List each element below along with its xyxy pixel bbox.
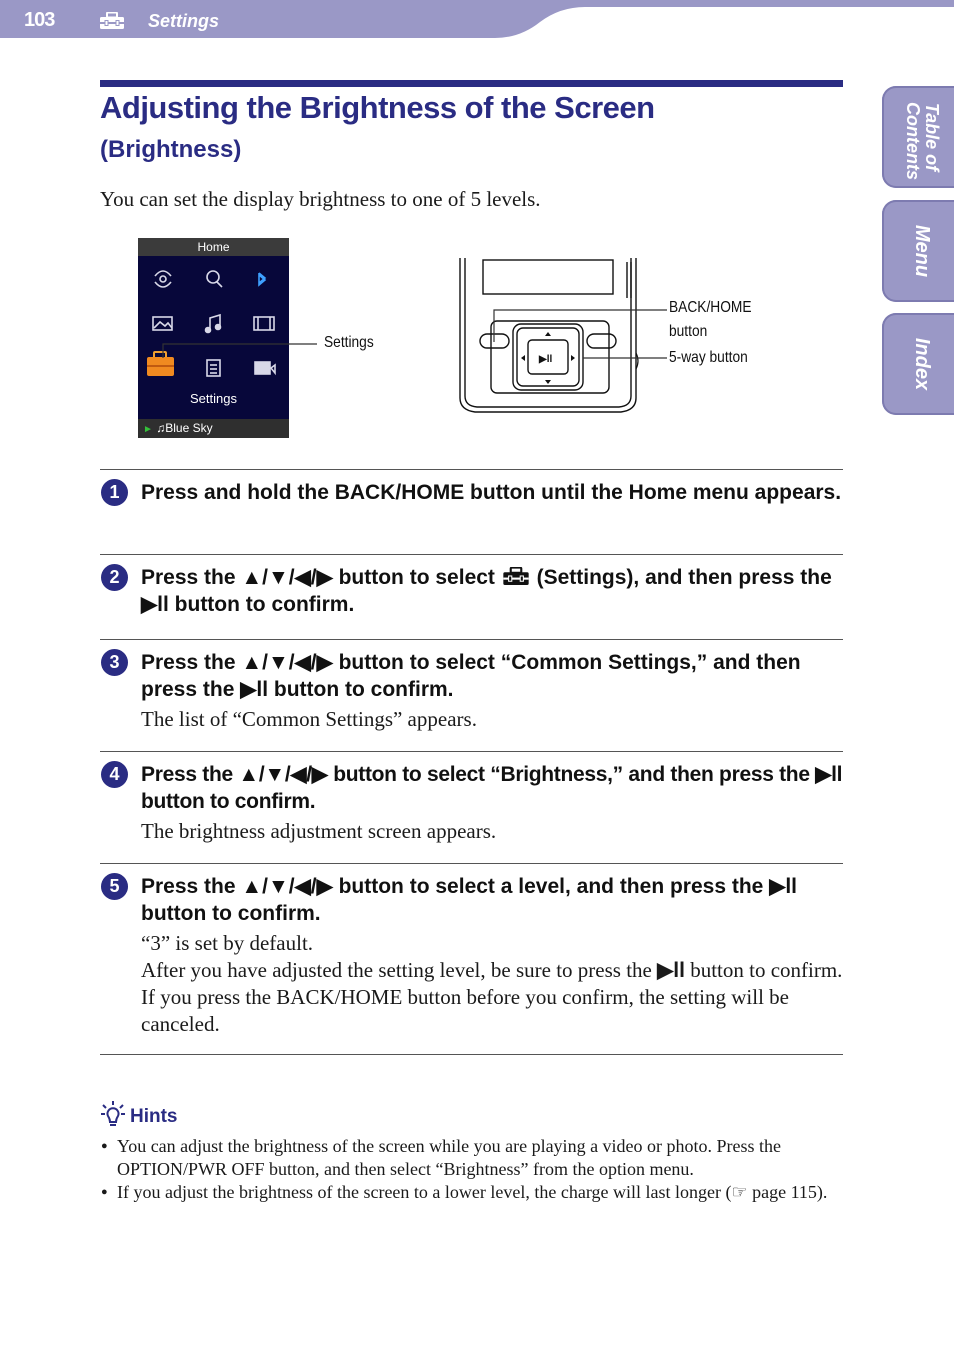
section-title: Settings <box>148 11 220 31</box>
play-icon: ► <box>143 424 153 435</box>
hints-heading <box>100 1100 178 1134</box>
step-instruction <box>141 649 843 703</box>
callout-back-home: BACK/HOME <box>669 299 752 316</box>
podcast-icon <box>207 360 220 376</box>
play-pause-icon: ▶ll <box>657 959 685 982</box>
hint-item: ● You can adjust the brightness of the screen while you are playing a video or photo. Press the OPTION/PWR OFF button, and then select “Brightness” from the option menu. <box>100 1135 843 1181</box>
tab-index[interactable] <box>882 313 954 415</box>
step-number: 5 <box>101 873 128 900</box>
callout-five-way: 5-way button <box>669 349 748 366</box>
play-pause-icon: ▶ll <box>141 593 169 616</box>
tab-table-of-contents[interactable] <box>882 86 954 188</box>
screen-header: Home <box>138 238 289 256</box>
steps-list <box>100 469 843 1055</box>
shuffle-icon <box>155 271 171 287</box>
now-playing-bar <box>138 419 289 438</box>
step-number: 2 <box>101 564 128 591</box>
instruction-text: (Settings), and then press the <box>530 566 832 589</box>
tab-label: Table of Contents <box>903 102 942 180</box>
step-instruction <box>141 761 843 815</box>
callout-back-home-2: button <box>669 323 708 340</box>
step-2 <box>100 554 843 639</box>
step-5 <box>100 863 843 1054</box>
step-number: 4 <box>101 761 128 788</box>
page-number: 103 <box>24 9 55 31</box>
bluetooth-icon <box>259 273 265 285</box>
play-pause-icon: ▶ll <box>240 678 269 701</box>
note-text: button to confirm. If you press the BACK/HOME button before you confirm, the setting will be canceled. <box>141 958 843 1036</box>
steps-bottom-rule <box>100 1054 843 1055</box>
tab-label: Index <box>911 337 933 391</box>
hints-list <box>100 1135 843 1204</box>
step-3 <box>100 639 843 751</box>
step-note: The brightness adjustment screen appears. <box>141 819 497 843</box>
play-pause-icon: ▶ll <box>815 763 843 786</box>
step-number: 3 <box>101 649 128 676</box>
instruction-text: Press the ▲/▼/◀/▶ button to select a level, and then press the <box>141 875 770 898</box>
intro-text: You can set the display brightness to one of 5 levels. <box>100 187 541 211</box>
title-rule <box>100 80 843 87</box>
tab-label: Menu <box>911 224 933 278</box>
play-pause-icon: ▶ll <box>769 875 798 898</box>
device-illustration <box>455 258 685 418</box>
instruction-text: button to confirm. <box>141 902 321 925</box>
page-subtitle: (Brightness) <box>100 136 242 163</box>
step-instruction <box>141 873 843 927</box>
step-number: 1 <box>101 479 128 506</box>
page-header <box>0 0 954 40</box>
step-instruction: Press and hold the BACK/HOME button until the Home menu appears. <box>141 481 842 504</box>
now-playing-title: Blue Sky <box>165 421 213 435</box>
video-out-icon <box>255 362 275 374</box>
instruction-text: button to confirm. <box>268 678 454 701</box>
note-text: After you have adjusted the setting level, be sure to press the <box>141 958 658 982</box>
svg-text:▶ll: ▶ll <box>539 354 553 365</box>
instruction-text: Press the ▲/▼/◀/▶ button to select <box>141 566 501 589</box>
step-note <box>141 957 843 1038</box>
step-instruction <box>141 564 843 618</box>
step-4 <box>100 751 843 863</box>
step-1 <box>100 469 843 554</box>
instruction-text: button to confirm. <box>141 790 316 813</box>
instruction-text: Press the ▲/▼/◀/▶ button to select “Common Settings,” and then press the <box>141 651 801 701</box>
lightbulb-icon <box>100 1100 126 1134</box>
step-note: The list of “Common Settings” appears. <box>141 707 477 731</box>
page-title: Adjusting the Brightness of the Screen <box>100 90 655 125</box>
step-note: “3” is set by default. <box>141 931 314 955</box>
music-note-icon: ♫ <box>156 421 166 435</box>
settings-callout-line <box>160 330 340 360</box>
toolbox-icon <box>501 566 531 589</box>
hint-item: ● If you adjust the brightness of the screen to a lower level, the charge will last longer (☞ page 115). <box>100 1181 843 1204</box>
tab-menu[interactable] <box>882 200 954 302</box>
instruction-text: button to confirm. <box>168 593 355 616</box>
hints-title: Hints <box>130 1106 178 1128</box>
video-icon <box>254 317 274 330</box>
photo-icon <box>153 317 172 330</box>
callout-settings: Settings <box>324 334 374 351</box>
screen-selected-label: Settings <box>190 391 237 406</box>
search-icon <box>207 271 222 287</box>
instruction-text: Press the ▲/▼/◀/▶ button to select “Brightness,” and then press the <box>141 763 816 786</box>
header-bar-shape <box>0 0 954 40</box>
